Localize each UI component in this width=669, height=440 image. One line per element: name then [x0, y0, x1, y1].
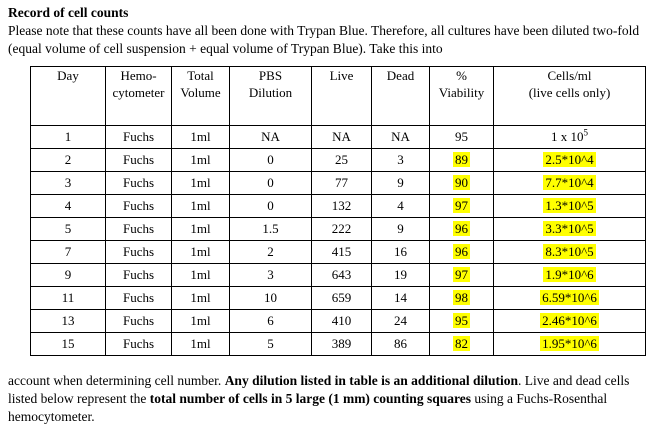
- cell-total-volume: [172, 333, 230, 356]
- cell-total-volume: [172, 172, 230, 195]
- cell-value: 415: [331, 244, 352, 260]
- cell-value: 0: [267, 152, 274, 168]
- cell-value: 5: [267, 336, 274, 352]
- cell-value: 1ml: [190, 313, 211, 329]
- cell-pbs-dilution: [230, 195, 312, 218]
- column-header-line: Dead: [386, 68, 415, 84]
- cell-day: [31, 287, 106, 310]
- cell-dead: [372, 264, 430, 287]
- cell-live: [312, 310, 372, 333]
- cell-value: Fuchs: [122, 267, 155, 283]
- cell-total-volume: [172, 264, 230, 287]
- cell-value: 77: [335, 175, 348, 191]
- cell-dead: [372, 333, 430, 356]
- superscript-exponent: 5: [583, 128, 588, 139]
- cell-value: 3: [267, 267, 274, 283]
- cell-viability: [430, 149, 494, 172]
- cell-value: 25: [335, 152, 348, 168]
- cell-value: 1: [64, 129, 72, 145]
- cell-pbs-dilution: [230, 172, 312, 195]
- cell-pbs-dilution: [230, 310, 312, 333]
- column-header-line: Volume: [180, 84, 221, 100]
- table-row: [31, 218, 646, 241]
- cell-pbs-dilution: [230, 126, 312, 149]
- column-header: [372, 67, 430, 126]
- cell-value: 1ml: [190, 129, 211, 145]
- cell-dead: [372, 241, 430, 264]
- cell-viability: [430, 333, 494, 356]
- cell-value: 3.3*10^5: [545, 221, 594, 237]
- document-title: Record of cell counts: [8, 5, 129, 20]
- cell-value: Fuchs: [122, 290, 155, 306]
- cell-value: 2: [267, 244, 274, 260]
- cell-hemocytometer: [106, 149, 172, 172]
- cell-viability: [430, 172, 494, 195]
- cell-pbs-dilution: [230, 287, 312, 310]
- cell-pbs-dilution: [230, 218, 312, 241]
- cell-live: [312, 241, 372, 264]
- cell-value: 3: [64, 175, 72, 191]
- cell-value: NA: [332, 129, 351, 145]
- intro-paragraph: Please note that these counts have all been done with Trypan Blue. Therefore, all cultures have been diluted two-fold (equal volume of cell suspension + equal volume of Trypan Blue). Take this into: [8, 23, 640, 57]
- column-header-line: Day: [57, 68, 79, 84]
- cell-value: 1ml: [190, 221, 211, 237]
- cell-dead: [372, 195, 430, 218]
- cell-value: Fuchs: [122, 129, 155, 145]
- cell-day: [31, 333, 106, 356]
- column-header-line: Cells/ml: [547, 68, 592, 84]
- cell-hemocytometer: [106, 218, 172, 241]
- column-header: [31, 67, 106, 126]
- cell-day: [31, 310, 106, 333]
- footer-bold-text: Any dilution listed in table is an additional dilution: [224, 373, 519, 389]
- cell-value: 1ml: [190, 152, 211, 168]
- footer-text: account when determining cell number.: [8, 373, 225, 389]
- cell-cells-per-ml: [494, 218, 646, 241]
- cell-day: [31, 149, 106, 172]
- cell-live: [312, 287, 372, 310]
- cell-value: 389: [331, 336, 352, 352]
- cell-hemocytometer: [106, 287, 172, 310]
- column-header-line: %: [456, 68, 467, 84]
- cell-value: NA: [391, 129, 410, 145]
- cell-value: 19: [394, 267, 407, 283]
- cell-value: 13: [61, 313, 75, 329]
- cell-viability: [430, 218, 494, 241]
- column-header-line: cytometer: [112, 84, 165, 100]
- cell-pbs-dilution: [230, 333, 312, 356]
- table-row: [31, 195, 646, 218]
- cell-value: 3: [397, 152, 404, 168]
- cell-value: 95: [455, 313, 468, 329]
- cell-value: 0: [267, 175, 274, 191]
- cell-value: Fuchs: [122, 198, 155, 214]
- cell-live: [312, 218, 372, 241]
- cell-dead: [372, 126, 430, 149]
- cell-value: 0: [267, 198, 274, 214]
- column-header-line: Dilution: [248, 84, 293, 100]
- cell-counts-table: [30, 66, 646, 356]
- cell-value: 132: [331, 198, 352, 214]
- cell-hemocytometer: [106, 241, 172, 264]
- cell-value: 14: [394, 290, 407, 306]
- cell-value: 7.7*10^4: [545, 175, 594, 191]
- cell-dead: [372, 149, 430, 172]
- cell-value: 5: [64, 221, 72, 237]
- footer-bold-text: total number of cells in 5 large (1 mm) counting squares: [149, 390, 471, 406]
- cell-value: 9: [397, 175, 404, 191]
- cell-viability: [430, 264, 494, 287]
- cell-cells-per-ml: [494, 241, 646, 264]
- cell-value: 6: [267, 313, 274, 329]
- cell-value: 9: [397, 221, 404, 237]
- column-header-line: PBS: [258, 68, 283, 84]
- table-row: [31, 287, 646, 310]
- cell-value: 8.3*10^5: [545, 244, 594, 260]
- cell-hemocytometer: [106, 172, 172, 195]
- cell-pbs-dilution: [230, 149, 312, 172]
- column-header: [494, 67, 646, 126]
- cell-pbs-dilution: [230, 241, 312, 264]
- cell-live: [312, 333, 372, 356]
- cell-value: 1ml: [190, 336, 211, 352]
- table-body: [31, 126, 646, 356]
- cell-value: 89: [455, 152, 468, 168]
- column-header-line: (live cells only): [528, 84, 611, 100]
- table-head: [31, 67, 646, 126]
- cell-pbs-dilution: [230, 264, 312, 287]
- cell-value: 2: [64, 152, 72, 168]
- cell-cells-per-ml: [494, 310, 646, 333]
- cell-value: 222: [331, 221, 352, 237]
- cell-total-volume: [172, 218, 230, 241]
- cell-value: Fuchs: [122, 152, 155, 168]
- footer-text: using a Fuchs-Rosenthal hemocytometer.: [8, 390, 608, 424]
- cell-value: 4: [64, 198, 72, 214]
- cell-viability: [430, 126, 494, 149]
- table-row: [31, 241, 646, 264]
- cell-live: [312, 126, 372, 149]
- cell-value: Fuchs: [122, 313, 155, 329]
- cell-day: [31, 172, 106, 195]
- cell-value: 10: [264, 290, 277, 306]
- cell-value: 1ml: [190, 244, 211, 260]
- cell-value: 4: [397, 198, 404, 214]
- footer-paragraph: [8, 372, 659, 425]
- cell-day: [31, 126, 106, 149]
- cell-value: 1ml: [190, 290, 211, 306]
- cell-value: 96: [455, 244, 468, 260]
- cell-value: 24: [394, 313, 407, 329]
- cell-live: [312, 172, 372, 195]
- cell-value: 1 x $10^5$: [551, 128, 588, 145]
- cell-value: 2.46*10^6: [542, 313, 597, 329]
- cell-total-volume: [172, 310, 230, 333]
- cell-total-volume: [172, 149, 230, 172]
- cell-live: [312, 264, 372, 287]
- cell-day: [31, 195, 106, 218]
- cell-dead: [372, 287, 430, 310]
- cell-value: 9: [64, 267, 72, 283]
- cell-value: NA: [261, 129, 280, 145]
- cell-value: 643: [331, 267, 352, 283]
- cell-cells-per-ml: [494, 287, 646, 310]
- cell-value: 1ml: [190, 175, 211, 191]
- table-header-row: [31, 67, 646, 126]
- table-row: [31, 264, 646, 287]
- cell-hemocytometer: [106, 333, 172, 356]
- table-row: [31, 310, 646, 333]
- column-header: [106, 67, 172, 126]
- cell-value: 11: [61, 290, 75, 306]
- table-row: [31, 126, 646, 149]
- cell-hemocytometer: [106, 195, 172, 218]
- cell-day: [31, 218, 106, 241]
- cell-value: 97: [455, 267, 468, 283]
- cell-total-volume: [172, 287, 230, 310]
- cell-total-volume: [172, 241, 230, 264]
- cell-cells-per-ml: [494, 172, 646, 195]
- cell-value: 2.5*10^4: [545, 152, 594, 168]
- cell-value: 1.95*10^6: [542, 336, 597, 352]
- table-row: [31, 172, 646, 195]
- cell-live: [312, 149, 372, 172]
- cell-viability: [430, 195, 494, 218]
- cell-value: 1.3*10^5: [545, 198, 594, 214]
- cell-viability: [430, 310, 494, 333]
- column-header-line: Viability: [438, 84, 485, 100]
- cell-value: 1.9*10^6: [545, 267, 594, 283]
- column-header: [312, 67, 372, 126]
- column-header: [172, 67, 230, 126]
- cell-value: Fuchs: [122, 244, 155, 260]
- cell-day: [31, 241, 106, 264]
- cell-day: [31, 264, 106, 287]
- cell-value: 16: [394, 244, 407, 260]
- cell-total-volume: [172, 195, 230, 218]
- column-header: [230, 67, 312, 126]
- cell-value: 96: [455, 221, 468, 237]
- cell-value: 6.59*10^6: [542, 290, 597, 306]
- cell-cells-per-ml: [494, 149, 646, 172]
- table-row: [31, 149, 646, 172]
- column-header: [430, 67, 494, 126]
- cell-value: 1.5: [262, 221, 279, 237]
- table-row: [31, 333, 646, 356]
- cell-hemocytometer: [106, 264, 172, 287]
- column-header-line: Total: [187, 68, 214, 84]
- cell-value: Fuchs: [122, 175, 155, 191]
- cell-value: 1ml: [190, 198, 211, 214]
- cell-dead: [372, 172, 430, 195]
- cell-viability: [430, 287, 494, 310]
- cell-viability: [430, 241, 494, 264]
- cell-value: 7: [64, 244, 72, 260]
- cell-value: 410: [331, 313, 352, 329]
- cell-total-volume: [172, 126, 230, 149]
- cell-cells-per-ml: [494, 195, 646, 218]
- column-header-line: Live: [329, 68, 354, 84]
- cell-dead: [372, 310, 430, 333]
- cell-value: 90: [455, 175, 468, 191]
- cell-hemocytometer: [106, 126, 172, 149]
- cell-value: 98: [455, 290, 468, 306]
- cell-value: 659: [331, 290, 352, 306]
- column-header-line: Hemo-: [120, 68, 157, 84]
- cell-cells-per-ml: [494, 264, 646, 287]
- cell-cells-per-ml: [494, 126, 646, 149]
- cell-value: 15: [61, 336, 75, 352]
- cell-value: 86: [394, 336, 407, 352]
- cell-value: Fuchs: [122, 221, 155, 237]
- cell-value: 97: [455, 198, 468, 214]
- footer-text: . Live and dead cells listed below represent the: [8, 373, 630, 406]
- cell-value: Fuchs: [122, 336, 155, 352]
- cell-cells-per-ml: [494, 333, 646, 356]
- cell-value: 95: [455, 129, 468, 145]
- cell-value: 1ml: [190, 267, 211, 283]
- cell-hemocytometer: [106, 310, 172, 333]
- cell-value: 82: [455, 336, 468, 352]
- cell-dead: [372, 218, 430, 241]
- cell-live: [312, 195, 372, 218]
